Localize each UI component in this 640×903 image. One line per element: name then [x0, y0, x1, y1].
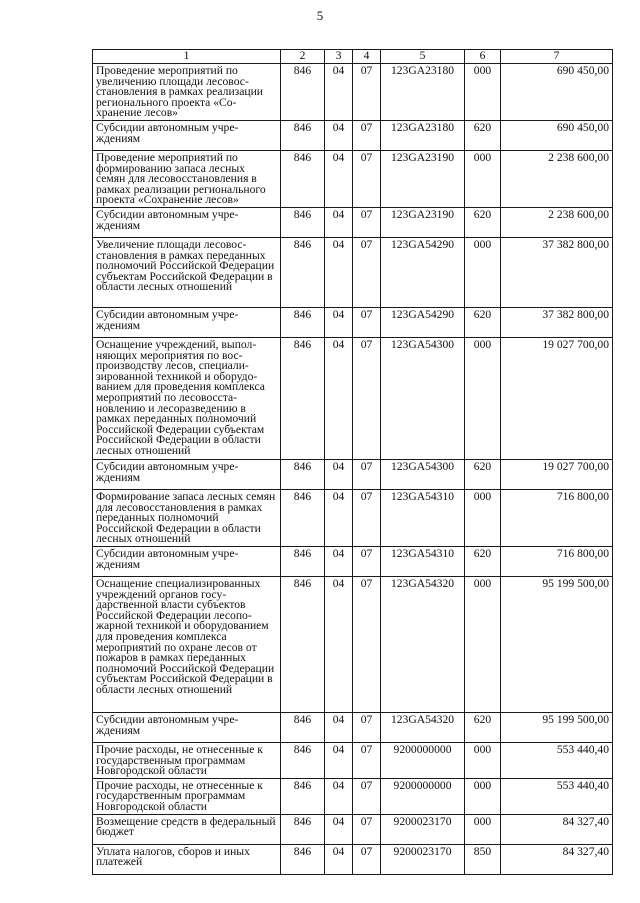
cell-description: Субсидии автономным учреждениям [93, 208, 281, 238]
cell-target-article: 123GA54320 [381, 712, 465, 742]
cell-amount: 2 238 600,00 [501, 208, 613, 238]
header-cell: 1 [93, 50, 281, 64]
cell-subsection: 07 [353, 308, 381, 338]
table-row [93, 712, 613, 742]
cell-amount: 553 440,40 [501, 778, 613, 814]
cell-expense-type: 620 [465, 121, 501, 151]
table-row [93, 814, 613, 844]
cell-amount: 19 027 700,00 [501, 460, 613, 490]
table-row [93, 546, 613, 576]
cell-amount: 2 238 600,00 [501, 151, 613, 208]
table-row [93, 742, 613, 778]
cell-description: Субсидии автономным учреждениям [93, 308, 281, 338]
page-number: 5 [316, 8, 324, 23]
cell-section: 04 [325, 460, 353, 490]
cell-section: 04 [325, 238, 353, 308]
header-cell: 2 [281, 50, 325, 64]
cell-subsection: 07 [353, 460, 381, 490]
header-cell: 5 [381, 50, 465, 64]
cell-expense-type: 000 [465, 238, 501, 308]
table-row [93, 778, 613, 814]
cell-section: 04 [325, 814, 353, 844]
cell-section: 04 [325, 546, 353, 576]
cell-target-article: 123GA23180 [381, 121, 465, 151]
table-row [93, 490, 613, 547]
cell-expense-type: 620 [465, 460, 501, 490]
cell-target-article: 123GA54320 [381, 576, 465, 712]
cell-subsection: 07 [353, 64, 381, 121]
cell-description: Оснащение специализированных учреждений органов государственной власти субъектов Российской Федерации лесопожарной техникой и оборудованием для проведения комплекса мероприятий по охране лесов от пожаров в рамках переданных полномочий Российской Федерации субъектам Российской Федерации в области лесных отношений [93, 576, 281, 712]
cell-ministry-code: 846 [281, 208, 325, 238]
table-row [93, 576, 613, 712]
cell-ministry-code: 846 [281, 778, 325, 814]
cell-amount: 95 199 500,00 [501, 712, 613, 742]
cell-subsection: 07 [353, 814, 381, 844]
cell-target-article: 9200000000 [381, 778, 465, 814]
cell-section: 04 [325, 308, 353, 338]
table-row [93, 208, 613, 238]
cell-description: Оснащение учреждений, выполняющих мероприятия по воспроизводству лесов, специализированной техникой и оборудованием для проведения комплекса мероприятий по лесовосстановлению и лесоразведению в рамках переданных полномочий Российской Федерации субъектам Российской Федерации в области лесных отношений [93, 338, 281, 460]
cell-section: 04 [325, 121, 353, 151]
cell-expense-type: 000 [465, 490, 501, 547]
cell-expense-type: 000 [465, 742, 501, 778]
cell-section: 04 [325, 576, 353, 712]
cell-target-article: 123GA54310 [381, 546, 465, 576]
cell-expense-type: 620 [465, 546, 501, 576]
cell-target-article: 123GA23180 [381, 64, 465, 121]
cell-ministry-code: 846 [281, 64, 325, 121]
cell-description: Возмещение средств в федеральный бюджет [93, 814, 281, 844]
cell-subsection: 07 [353, 546, 381, 576]
cell-expense-type: 620 [465, 712, 501, 742]
cell-subsection: 07 [353, 490, 381, 547]
cell-ministry-code: 846 [281, 712, 325, 742]
cell-amount: 84 327,40 [501, 844, 613, 874]
cell-expense-type: 620 [465, 208, 501, 238]
cell-section: 04 [325, 712, 353, 742]
cell-target-article: 123GA54290 [381, 308, 465, 338]
table-header-row [93, 50, 613, 64]
table-row [93, 460, 613, 490]
cell-subsection: 07 [353, 778, 381, 814]
cell-target-article: 123GA23190 [381, 208, 465, 238]
cell-section: 04 [325, 151, 353, 208]
cell-subsection: 07 [353, 121, 381, 151]
table-row [93, 238, 613, 308]
cell-amount: 690 450,00 [501, 121, 613, 151]
table-row [93, 121, 613, 151]
cell-section: 04 [325, 208, 353, 238]
table-row [93, 844, 613, 874]
cell-ministry-code: 846 [281, 338, 325, 460]
cell-amount: 19 027 700,00 [501, 338, 613, 460]
cell-subsection: 07 [353, 338, 381, 460]
cell-description: Субсидии автономным учреждениям [93, 546, 281, 576]
cell-target-article: 9200023170 [381, 844, 465, 874]
cell-ministry-code: 846 [281, 238, 325, 308]
cell-description: Увеличение площади лесовосстановления в рамках переданных полномочий Российской Федерации субъектам Российской Федерации в области лесных отношений [93, 238, 281, 308]
cell-section: 04 [325, 490, 353, 547]
cell-subsection: 07 [353, 576, 381, 712]
cell-description: Субсидии автономным учреждениям [93, 121, 281, 151]
cell-subsection: 07 [353, 844, 381, 874]
header-cell: 6 [465, 50, 501, 64]
header-cell: 7 [501, 50, 613, 64]
cell-description: Формирование запаса лесных семян для лесовосстановления в рамках переданных полномочий Российской Федерации в области лесных отношений [93, 490, 281, 547]
table-row [93, 338, 613, 460]
cell-section: 04 [325, 778, 353, 814]
cell-description: Субсидии автономным учреждениям [93, 460, 281, 490]
cell-subsection: 07 [353, 712, 381, 742]
cell-ministry-code: 846 [281, 742, 325, 778]
cell-description: Уплата налогов, сборов и иных платежей [93, 844, 281, 874]
cell-amount: 37 382 800,00 [501, 238, 613, 308]
cell-amount: 716 800,00 [501, 546, 613, 576]
cell-target-article: 9200023170 [381, 814, 465, 844]
cell-expense-type: 000 [465, 338, 501, 460]
cell-description: Проведение мероприятий по формированию запаса лесных семян для лесовосстановления в рамках реализации регионального проекта «Сохранение лесов» [93, 151, 281, 208]
cell-target-article: 123GA54300 [381, 338, 465, 460]
cell-expense-type: 000 [465, 814, 501, 844]
cell-ministry-code: 846 [281, 814, 325, 844]
cell-ministry-code: 846 [281, 121, 325, 151]
cell-ministry-code: 846 [281, 308, 325, 338]
cell-amount: 95 199 500,00 [501, 576, 613, 712]
budget-table [92, 49, 613, 875]
cell-description: Субсидии автономным учреждениям [93, 712, 281, 742]
cell-ministry-code: 846 [281, 151, 325, 208]
cell-expense-type: 850 [465, 844, 501, 874]
cell-section: 04 [325, 338, 353, 460]
cell-subsection: 07 [353, 151, 381, 208]
table-row [93, 308, 613, 338]
cell-subsection: 07 [353, 208, 381, 238]
cell-amount: 716 800,00 [501, 490, 613, 547]
cell-expense-type: 000 [465, 778, 501, 814]
cell-target-article: 123GA54290 [381, 238, 465, 308]
table-row [93, 64, 613, 121]
cell-amount: 690 450,00 [501, 64, 613, 121]
cell-ministry-code: 846 [281, 546, 325, 576]
cell-target-article: 123GA23190 [381, 151, 465, 208]
header-cell: 3 [325, 50, 353, 64]
table-row [93, 151, 613, 208]
cell-description: Прочие расходы, не отнесенные к государственным программам Новгородской области [93, 778, 281, 814]
cell-subsection: 07 [353, 238, 381, 308]
cell-section: 04 [325, 844, 353, 874]
cell-amount: 553 440,40 [501, 742, 613, 778]
cell-expense-type: 620 [465, 308, 501, 338]
cell-section: 04 [325, 64, 353, 121]
cell-expense-type: 000 [465, 151, 501, 208]
cell-ministry-code: 846 [281, 844, 325, 874]
cell-target-article: 123GA54310 [381, 490, 465, 547]
cell-target-article: 123GA54300 [381, 460, 465, 490]
cell-amount: 84 327,40 [501, 814, 613, 844]
cell-ministry-code: 846 [281, 576, 325, 712]
cell-expense-type: 000 [465, 576, 501, 712]
header-cell: 4 [353, 50, 381, 64]
cell-section: 04 [325, 742, 353, 778]
cell-subsection: 07 [353, 742, 381, 778]
cell-description: Проведение мероприятий по увеличению площади лесовосстановления в рамках реализации регионального проекта «Сохранение лесов» [93, 64, 281, 121]
cell-description: Прочие расходы, не отнесенные к государственным программам Новгородской области [93, 742, 281, 778]
cell-ministry-code: 846 [281, 490, 325, 547]
cell-amount: 37 382 800,00 [501, 308, 613, 338]
cell-target-article: 9200000000 [381, 742, 465, 778]
cell-expense-type: 000 [465, 64, 501, 121]
cell-ministry-code: 846 [281, 460, 325, 490]
